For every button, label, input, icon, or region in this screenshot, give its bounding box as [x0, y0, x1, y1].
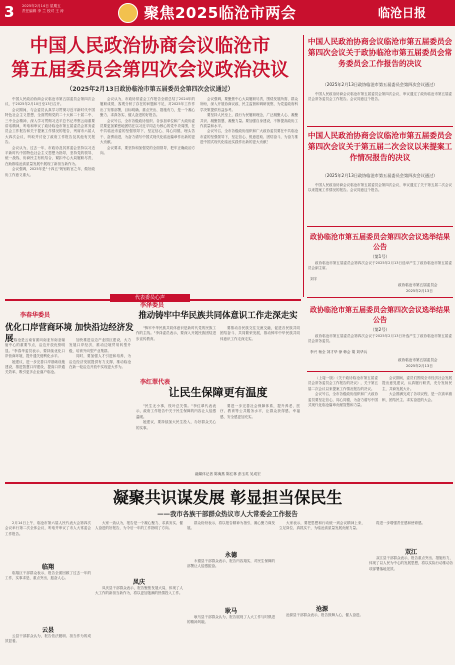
voice-2-col-b: 要推动各民族交往交流交融，促进各民族共同团结奋斗、共同繁荣发展，推动铸牢中华民族共同体意识工作走深走实。	[220, 326, 300, 341]
place-yongde: 永德	[224, 552, 237, 559]
place-cangyuan: 沧源	[315, 606, 328, 613]
resolution-2-body: 中国人民政治协商会议临沧市第五届委员会第四次会议，审议通过了关于第五届二次会议以来提案工作情况的报告。会议同意这个报告。	[308, 183, 452, 193]
resolution-column-2: 会议认为，市政协常委会工作报告全面总结了2024年的履职成绩，客观分析了存在的问题和不足，对2025年工作作出了安排部署，目标明确、重点突出、措施有力，是一个凝心聚力、求真务实、催人奋进的好报告。 会议号召，全市各级政协组织、各参加单位和广大政协委员要更加紧密地团结在以习近平同志为核心的党中央周围，在中共临沧市委的坚强领导下，坚定信心、同心同德，埋头苦干、奋勇前进，为奋力谱写中国式现代化临沧篇章作出新的更大贡献。 会议要求，要坚持和加强党的全面领导，把牢正确政治方向。	[100, 97, 195, 156]
notice-2-body: 政协临沧市第五届委员会第四次会议于2025年2月13日补选产生了政协临沧市第五届委员会常务委员。	[308, 334, 452, 344]
resolution-2-title: 中国人民政治协商会议临沧市第五届委员会第四次会议关于第五届二次会议以来提案工作情况报告的决议	[307, 131, 453, 162]
divider	[307, 226, 453, 227]
report-side-col-1: （上接一版）《关于政协临沧市第五届委员会常务委员会工作报告的决议》，关于第五届二次会议以来提案工作情况报告的决议。 会议号召，全市各级政协组织和广大政协委员要坚定信心，同心同德，为奋力谱写中国式现代化临沧篇章贡献智慧和力量。	[308, 376, 378, 408]
reporter-line: 融媒体记者 陈淘燕 陈红林 彭玉英 吴成宏	[195, 472, 261, 476]
notice-1-number: （第1号）	[370, 254, 390, 259]
place-shuangjiang: 双江	[404, 549, 417, 556]
feature-linxiang-text: 临翔区干部群众表示，报告全面回顾了过去一年的工作，实事求是、重点突出，振奋人心。	[5, 571, 91, 581]
divider	[307, 297, 453, 298]
report-side-col-2: 会议期间，委员们围绕全市经济社会发展提出意见建议，认真履行职责，充分发扬民主，共商发展大计。 大会圆满完成了各项议程，是一次高举旗帜、团结民主、求实奋进的大会。	[382, 376, 452, 402]
notice-2-number: （第2号）	[370, 327, 390, 332]
resolution-1-body: 中国人民政治协商会议临沧市第五届委员会第四次会议，审议通过了政协临沧市第五届委员会常务委员会工作报告。会议同意这个报告。	[308, 92, 452, 102]
main-subtitle: （2025年2月13日政协临沧市第五届委员会第四次会议通过）	[66, 86, 234, 93]
feature-fengqing-text: 凤庆县干部群众表示，报告聚焦发展大局，体现了人大工作的新担当新作为，将以更加饱满的热情投入工作。	[95, 586, 183, 596]
feature-shuangjiang-text: 双江县干部群众表示，报告重点突出、措施有力，体现了以人民为中心的发展思想，将以实际行动推动各项部署落地见效。	[369, 556, 453, 571]
feature-gengma-text: 耿马县干部群众认为，报告展现了人大工作与时俱进的精神风貌。	[187, 615, 275, 625]
resolution-column-1: 中国人民政治协商会议临沧市第五届委员会第四次会议，于2025年2月10日至13日召开。 会议期间，与会委员认真学习贯彻习近平新时代中国特色社会主义思想，全面贯彻党的二十大和二十届二中、三中全会精神，深入学习贯彻习近平总书记考察云南重要讲话精神，听取和审议了政协临沧市第五届委员会常务委员会工作报告和关于提案工作情况的报告，列席市六届人大四次会议，听取并讨论了政府工作报告及其他有关报告。 会议认为，过去一年，市政协及其常委会坚持以习近平新时代中国特色社会主义思想为指导，坚持党的领导、统一战线、协商民主有机结合，紧扣中心大局履职尽责，在助推临沧高质量发展中展现了新担当新作为。 会议强调，2025年是"十四五"规划收官之年，做好政协工作意义重大。	[5, 97, 95, 177]
divider	[307, 126, 453, 127]
column-divider	[303, 35, 304, 297]
resolution-1-subtitle: （2025年2月13日政协临沧市第五届委员会第四次会议通过）	[322, 82, 438, 87]
divider	[307, 371, 453, 372]
feature-title: 凝聚共识谋发展 彰显担当保民生	[112, 488, 343, 507]
voice-3-title: 让民生保障更有温度	[168, 386, 268, 399]
cppcc-emblem-icon	[118, 3, 138, 23]
voice-1-col-b: 加快推进沿边产业园区建设，大力发展口岸经济，推动边境贸易转型升级，培育外向型产业集群。 同时，要加强人才引进和培养，为沿边经济发展提供有力支撑，推动临沧在新一轮沿边开放中实现更大作为。	[69, 338, 131, 370]
feature-intro: 2月14日上午，临沧市第六届人民代表大会第四次会议举行第二次全体会议，听取并审议了市人大常委会工作报告。	[5, 521, 91, 536]
main-title-line1: 中国人民政治协商会议临沧市	[29, 36, 271, 57]
notice-1-names: 刘宇	[310, 277, 318, 281]
feature-yongde-text: 永德县干部群众表示，报告内容翔实，对民生保障的部署让人倍感振奋。	[187, 559, 275, 569]
notice-1-title: 政协临沧市第五届委员会第四次会议选举结果公告	[310, 232, 450, 251]
notice-1-sign-org: 政协临沧市第五届委员会	[398, 283, 438, 287]
voice-2-title: 推动铸牢中华民族共同体意识工作走深走实	[138, 310, 298, 320]
page-number: 3	[4, 3, 15, 21]
notice-2-sign-org: 政协临沧市第五届委员会	[398, 358, 438, 362]
place-fengqing: 凤庆	[132, 579, 145, 586]
voice-1-title: 优化口岸营商环境 加快沿边经济发展	[5, 322, 134, 343]
feature-col-3a: 群众纷纷表示，将以报告精神为指引，凝心聚力谋发展。	[187, 521, 275, 531]
voice-2-speaker: 李泽委员	[140, 302, 165, 309]
notice-1-body: 政协临沧市第五届委员会第四次会议于2025年2月13日选举产生了政协临沧市第五届委员会副主席。	[308, 261, 452, 271]
feature-col-5a: 将进一步增强责任感和使命感。	[376, 521, 425, 525]
resolution-1-title: 中国人民政治协商会议临沧市第五届委员会第四次会议关于政协临沧市第五届委员会常务委员会工作报告的决议	[307, 37, 453, 68]
place-yunxian: 云县	[41, 627, 54, 634]
place-gengma: 耿马	[224, 608, 237, 615]
newspaper-logo: 临沧日报	[378, 6, 427, 20]
header-meta: 2025年2月14日 星期五 责任编辑 李 兰 校对 王 涛	[22, 4, 64, 13]
feature-subtitle: ——我市各族干部群众热议市人大常委会工作报告	[157, 510, 298, 518]
resolution-2-subtitle: （2025年2月13日政协临沧市第五届委员会第四次会议通过）	[322, 173, 438, 178]
feature-col-2a: 大家一致认为，报告是一个凝心聚力、求真务实、催人奋进的好报告，为今后一年的工作指明了方向。	[95, 521, 183, 531]
place-linxiang: 临翔	[41, 564, 54, 571]
voice-1-speaker: 李春华委员	[20, 312, 51, 319]
notice-2-names: 李兴 杨全 刘才华 徐 韩会 胡 刘华兵	[310, 350, 368, 354]
banner-title: 聚焦2025临沧市两会	[144, 4, 297, 22]
notice-2-title: 政协临沧市第五届委员会第四次会议选举结果公告	[310, 305, 450, 324]
voice-1-col-a: "临沧是云南省面向南亚东南亚辐射中心的重要节点，沿边开放优势明显。"李春华委员表示，要持续优化口岸营商环境，提升通关便利化水平。 她建议，进一步完善口岸基础设施建设，推进智慧口岸建设，提高口岸通关效率，吸引更多企业落户临沧。	[5, 338, 65, 375]
voice-3-speaker: 李红翠代表	[140, 379, 171, 386]
voices-band: 代表委员心声	[110, 294, 190, 302]
voice-2-col-a: "铸牢中华民族共同体意识是新时代党的民族工作的主线。"李泽委员表示，要深入开展民族团结进步宣传教育。	[136, 326, 216, 341]
feature-col-4a: 大家表示，要把思想和行动统一到会议精神上来，立足岗位、真抓实干，为临沧高质量发展贡献力量。	[279, 521, 365, 531]
section-rule	[5, 482, 453, 484]
feature-yunxian-text: 云县干部群众认为，报告依法履职、担当作为的成效显著。	[5, 634, 91, 644]
feature-cangyuan-text: 沧源县干部群众表示，报告鼓舞人心，催人奋进。	[286, 613, 363, 617]
notice-1-sign-date: 2025年2月13日	[406, 289, 433, 293]
main-title-line2: 第五届委员会第四次会议政治决议	[11, 60, 289, 81]
resolution-column-3: 会议强调，要聚焦中心大局履职尽责，围绕发展所需、群众所盼，深入开展协商议政、民主监督和调研视察，为党委政府科学决策提供有益参考。 要坚持人民至上，践行为民履职理念，广泛凝聚人心、凝聚共识、凝聚智慧、凝聚力量。要加强自身建设，不断提高政协工作质量和水平。 会议号召，全市各级政协组织和广大政协委员要在中共临沧市委的坚强领导下，坚定信心、锐意进取、团结奋斗，为奋力推进中国式现代化临沧实践作出新的更大贡献！	[200, 97, 298, 145]
voice-3-col-a: "民生无小事，枝叶总关情。"李红翠代表表示，政府工作报告中关于民生保障的内容让人倍感温暖。 她建议，要持续加大民生投入，办好群众关心的实事。	[136, 404, 216, 430]
voice-3-col-b: 要进一步完善社会保障体系，提升养老、医疗、教育等公共服务水平，让群众获得感、幸福感、安全感更加充实。	[220, 404, 300, 419]
notice-2-sign-date: 2025年2月13日	[406, 364, 433, 368]
